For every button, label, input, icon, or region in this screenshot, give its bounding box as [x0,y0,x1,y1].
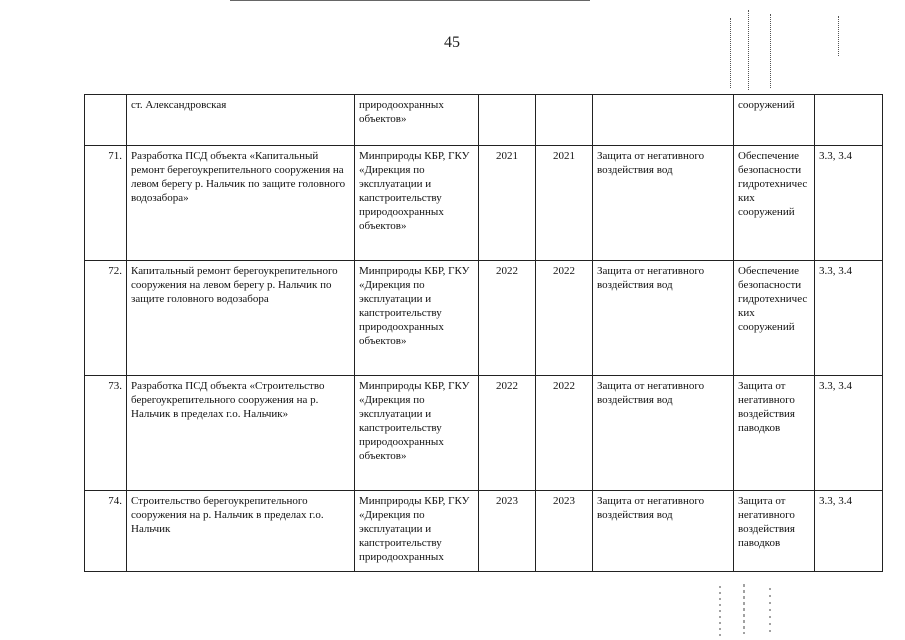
cell-num: 72. [85,261,127,376]
cell-code: 3.3, 3.4 [815,261,883,376]
cell-end: 2022 [536,376,593,491]
scan-artifact-marks [700,582,790,640]
cell-executor: Минприроды КБР, ГКУ «Дирекция по эксплуатации и капстроительству природоохранных объектов» [355,261,479,376]
cell-code: 3.3, 3.4 [815,376,883,491]
cell-end: 2021 [536,146,593,261]
cell-goal: сооружений [734,95,815,146]
table-row-continuation [85,95,883,146]
table-row [85,376,883,491]
cell-num: 74. [85,491,127,572]
cell-goal: Защита от негативного воздействия паводков [734,376,815,491]
cell-start: 2022 [479,261,536,376]
cell-num: 71. [85,146,127,261]
cell-goal: Защита от негативного воздействия паводков [734,491,815,572]
cell-start: 2022 [479,376,536,491]
table-row [85,261,883,376]
cell-direction [593,95,734,146]
cell-end [536,95,593,146]
cell-direction: Защита от негативного воздействия вод [593,261,734,376]
cell-executor: природоохранных объектов» [355,95,479,146]
cell-num: 73. [85,376,127,491]
cell-start: 2021 [479,146,536,261]
cell-name: Разработка ПСД объекта «Строительство берегоукрепительного сооружения на р. Нальчик в пределах г.о. Нальчик» [127,376,355,491]
table-row [85,491,883,572]
cell-code [815,95,883,146]
cell-executor: Минприроды КБР, ГКУ «Дирекция по эксплуатации и капстроительству природоохранных объектов» [355,376,479,491]
scan-artifact [730,18,731,88]
cell-end: 2023 [536,491,593,572]
cell-code: 3.3, 3.4 [815,146,883,261]
cell-name: Строительство берегоукрепительного сооружения на р. Нальчик в пределах г.о. Нальчик [127,491,355,572]
scan-artifact [748,10,749,90]
cell-code: 3.3, 3.4 [815,491,883,572]
cell-goal: Обеспечение безопасности гидротехничес ких сооружений [734,261,815,376]
plan-table [84,94,883,572]
cell-name: ст. Александровская [127,95,355,146]
cell-executor: Минприроды КБР, ГКУ «Дирекция по эксплуатации и капстроительству природоохранных объектов» [355,146,479,261]
cell-start [479,95,536,146]
cell-goal: Обеспечение безопасности гидротехничес ких сооружений [734,146,815,261]
scan-artifact [838,16,839,56]
cell-direction: Защита от негативного воздействия вод [593,491,734,572]
cell-end: 2022 [536,261,593,376]
cell-start: 2023 [479,491,536,572]
cell-direction: Защита от негативного воздействия вод [593,146,734,261]
cell-direction: Защита от негативного воздействия вод [593,376,734,491]
cell-num [85,95,127,146]
scan-top-line [230,0,590,1]
cell-name: Разработка ПСД объекта «Капитальный ремонт берегоукрепительного сооружения на левом берегу р. Нальчик по защите головного водозабора» [127,146,355,261]
cell-name: Капитальный ремонт берегоукрепительного сооружения на левом берегу р. Нальчик по защите головного водозабора [127,261,355,376]
scan-artifact [770,14,771,88]
page-number: 45 [444,34,460,51]
cell-executor: Минприроды КБР, ГКУ «Дирекция по эксплуатации и капстроительству природоохранных [355,491,479,572]
table-row [85,146,883,261]
